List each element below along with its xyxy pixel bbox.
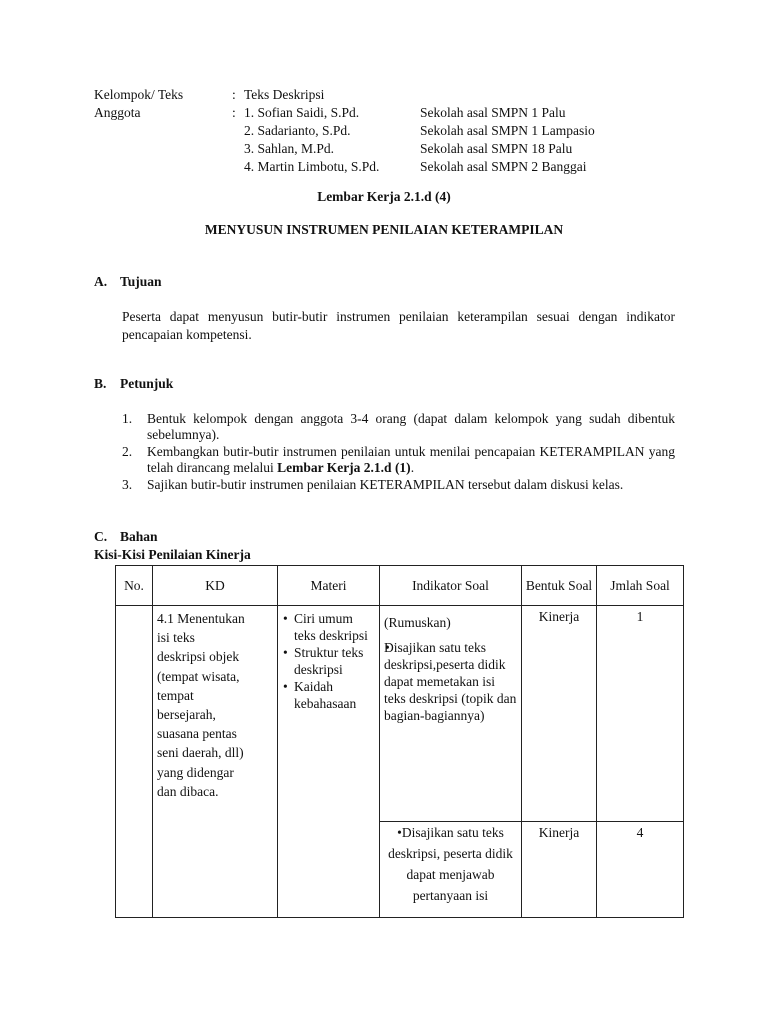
anggota-label: Anggota xyxy=(94,105,141,120)
header-block xyxy=(94,86,694,176)
list-text: Kembangkan butir-butir instrumen penilaian untuk menilai pencapaian KETERAMPILAN yang telah dirancang melalui xyxy=(147,444,675,475)
member-school: Sekolah asal SMPN 1 Palu xyxy=(420,105,566,120)
section-letter: B. xyxy=(94,376,107,391)
kd-line: tempat xyxy=(157,687,194,703)
kd-line: suasana pentas xyxy=(157,726,237,742)
list-item xyxy=(122,477,675,493)
list-text: Sajikan butir-butir instrumen penilaian KETERAMPILAN tersebut dalam diskusi kelas. xyxy=(147,477,624,492)
page-subtitle: MENYUSUN INSTRUMEN PENILAIAN KETERAMPILAN xyxy=(204,222,564,237)
indikator-item: Disajikan satu teks deskripsi, peserta didik dapat menjawab pertanyaan isi xyxy=(388,825,513,903)
member-school: Sekolah asal SMPN 18 Palu xyxy=(420,141,573,156)
jumlah-cell xyxy=(597,606,684,822)
member-name: 4. Martin Limbotu, S.Pd. xyxy=(244,159,380,174)
materi-item: • Kaidah kebahasaan xyxy=(282,678,377,712)
section-b-heading xyxy=(94,376,173,392)
bullet: • xyxy=(397,825,402,840)
section-title: Tujuan xyxy=(120,274,162,289)
kd-line: dan dibaca. xyxy=(157,783,219,799)
bentuk-cell xyxy=(522,822,597,918)
section-a-text: Peserta dapat menyusun butir-butir instrumen penilaian keterampilan sesuai dengan indikator pencapaian kompetensi. xyxy=(122,309,675,342)
kd-line: 4.1 Menentukan xyxy=(157,611,245,626)
colon: : xyxy=(232,87,236,102)
section-title: Bahan xyxy=(120,529,158,544)
list-number: 1. xyxy=(122,411,133,426)
petunjuk-list xyxy=(122,411,675,494)
kelompok-row xyxy=(94,86,694,104)
bentuk-value: Kinerja xyxy=(538,825,580,840)
no-cell xyxy=(116,606,153,918)
indikator-cell xyxy=(380,822,522,918)
member-row xyxy=(94,158,694,176)
member-name: 2. Sadarianto, S.Pd. xyxy=(244,123,351,138)
section-c-heading xyxy=(94,529,158,545)
list-text: Bentuk kelompok dengan anggota 3-4 orang (dapat dalam kelompok yang sudah dibentuk sebelumnya). xyxy=(147,411,675,442)
kd-line: isi teks xyxy=(157,630,195,646)
section-a-heading xyxy=(94,274,162,290)
jumlah-value: 1 xyxy=(636,609,644,624)
kd-cell xyxy=(153,606,278,918)
bentuk-value: Kinerja xyxy=(538,609,580,624)
materi-cell xyxy=(278,606,380,918)
anggota-row xyxy=(94,104,694,122)
indikator-cell xyxy=(380,606,522,822)
kd-line: deskripsi objek xyxy=(157,649,240,665)
col-header-bentuk: Bentuk Soal xyxy=(522,566,597,606)
kelompok-value: Teks Deskripsi xyxy=(244,87,325,102)
kd-line: seni daerah, dll) xyxy=(157,745,244,761)
kisi-table xyxy=(115,565,684,918)
materi-item: • Ciri umum teks deskripsi xyxy=(282,610,377,644)
colon: : xyxy=(232,105,236,120)
kd-line: (tempat wisata, xyxy=(157,668,240,684)
member-school: Sekolah asal SMPN 1 Lampasio xyxy=(420,123,595,138)
kd-line: bersejarah, xyxy=(157,707,216,723)
jumlah-cell xyxy=(597,822,684,918)
kd-line: yang didengar xyxy=(157,764,234,780)
col-header-kd: KD xyxy=(153,566,278,606)
list-number: 2. xyxy=(122,444,133,459)
list-item xyxy=(122,411,675,443)
list-item xyxy=(122,444,675,476)
indikator-item: • Disajikan satu teks deskripsi,peserta didik dapat memetakan isi teks deskripsi (topik dan bagian-bagiannya) xyxy=(384,639,517,724)
materi-item: • Struktur teks deskripsi xyxy=(282,644,377,678)
member-row xyxy=(94,122,694,140)
member-name: 3. Sahlan, M.Pd. xyxy=(244,141,335,156)
table-row xyxy=(116,606,684,822)
member-school: Sekolah asal SMPN 2 Banggai xyxy=(420,159,587,174)
bentuk-cell xyxy=(522,606,597,822)
col-header-materi: Materi xyxy=(278,566,380,606)
section-letter: C. xyxy=(94,529,108,544)
page-title: Lembar Kerja 2.1.d (4) xyxy=(317,189,451,204)
table-title: Kisi-Kisi Penilaian Kinerja xyxy=(94,547,251,562)
table-header-row xyxy=(116,566,684,606)
member-row xyxy=(94,140,694,158)
indikator-head: (Rumuskan) xyxy=(384,615,451,630)
member-name: 1. Sofian Saidi, S.Pd. xyxy=(244,105,360,120)
section-letter: A. xyxy=(94,274,108,289)
list-text-bold: Lembar Kerja 2.1.d (1) xyxy=(277,460,411,475)
list-text-end: . xyxy=(410,460,415,475)
section-title: Petunjuk xyxy=(120,376,174,391)
col-header-indikator: Indikator Soal xyxy=(380,566,522,606)
col-header-no: No. xyxy=(116,566,153,606)
list-number: 3. xyxy=(122,477,133,492)
col-header-jumlah: Jmlah Soal xyxy=(597,566,684,606)
kelompok-label: Kelompok/ Teks xyxy=(94,87,184,102)
jumlah-value: 4 xyxy=(636,825,644,840)
